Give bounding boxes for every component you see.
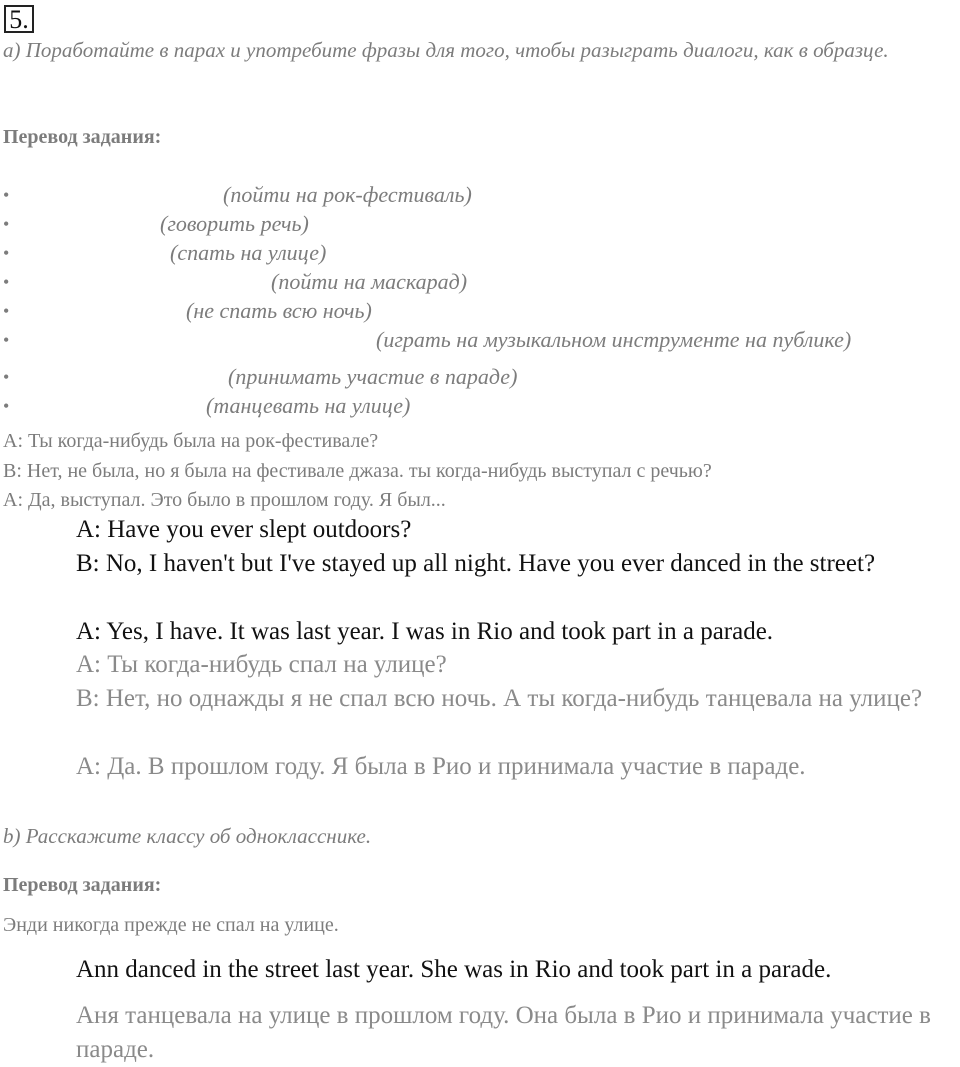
answer-english: Ann danced in the street last year. She was in Rio and took part in a parade. [76,956,832,983]
dialogue-line: А: Да, выступал. Это было в прошлом году. Я был... [3,489,446,511]
dialogue-line: A: Yes, I have. It was last year. I was in Rio and took part in a parade. [76,618,774,645]
phrase-translation: (играть на музыкальном инструменте на публике) [376,327,852,352]
list-item [3,239,953,267]
example-b-translation: Энди никогда прежде не спал на улице. [3,914,339,936]
list-item [3,363,953,391]
bullet: • [3,396,10,416]
bullet: • [3,272,10,292]
list-item [3,326,953,354]
phrase-translation: (принимать участие в параде) [228,364,518,389]
list-item [3,268,953,296]
phrase-translation: (пойти на маскарад) [271,269,468,294]
list-item [3,392,953,420]
dialogue-line: А: Да. В прошлом году. Я была в Рио и принимала участие в параде. [76,753,806,780]
task-a-instruction: a) Поработайте в парах и употребите фразы для того, чтобы разыграть диалоги, как в образце. [3,38,889,62]
dialogue-line: B: No, I haven't but I've stayed up all night. Have you ever danced in the street? [76,550,876,577]
bullet: • [3,330,10,350]
translation-heading-b: Перевод задания: [3,874,162,896]
translation-heading: Перевод задания: [3,126,162,148]
list-item [3,181,953,209]
bullet: • [3,243,10,263]
bullet: • [3,367,10,387]
list-item [3,297,953,325]
phrase-translation: (пойти на рок-фестиваль) [223,182,472,207]
dialogue-line: В: Нет, но однажды я не спал всю ночь. А ты когда-нибудь танцевала на улице? [76,685,923,712]
dialogue-line: А: Ты когда-нибудь спал на улице? [76,651,447,678]
phrase-translation: (спать на улице) [170,240,327,265]
phrase-translation: (танцевать на улице) [206,393,411,418]
task-b-instruction: b) Расскажите классу об однокласснике. [3,824,372,848]
answer-russian: Аня танцевала на улице в прошлом году. Она была в Рио и принимала участие в параде. [76,1002,931,1063]
dialogue-line: В: Нет, не была, но я была на фестивале джаза. ты когда-нибудь выступал с речью? [3,460,712,482]
bullet: • [3,301,10,321]
dialogue-line: A: Have you ever slept outdoors? [76,516,412,543]
exercise-number: 5. [4,5,34,33]
bullet: • [3,185,10,205]
phrase-translation: (говорить речь) [160,211,309,236]
dialogue-line: А: Ты когда-нибудь была на рок-фестивале? [3,430,379,452]
bullet: • [3,214,10,234]
phrase-translation: (не спать всю ночь) [186,298,372,323]
list-item [3,210,953,238]
